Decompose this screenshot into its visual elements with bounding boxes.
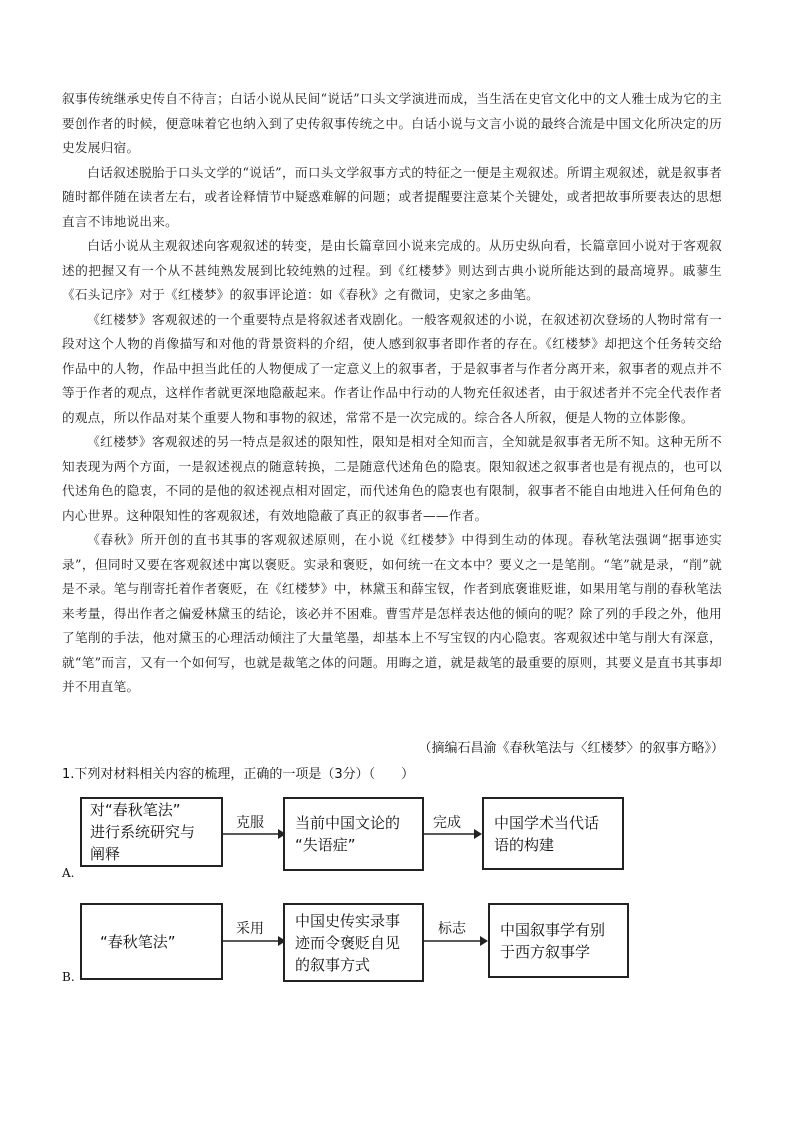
box-line: 的叙事方式 — [295, 955, 371, 974]
source-citation: （摘编石昌渝《春秋笔法与〈红楼梦〉的叙事方略》） — [418, 741, 724, 756]
option-a-arrow-label-1: 克服 — [236, 815, 264, 831]
option-b-box-2 — [283, 903, 424, 982]
box-line: “失语症” — [295, 836, 356, 854]
box-line: 中国叙事学有别 — [500, 920, 606, 939]
box-line: 当前中国文论的 — [295, 814, 401, 832]
question-stem: 1.下列对材料相关内容的梳理，正确的一项是（3分）（ ） — [62, 767, 415, 782]
article-paragraph: 《春秋》所开创的直书其事的客观叙述原则，在小说《红楼梦》中得到生动的体现。春秋笔法强调“据事迹实录”，但同时又要在客观叙述中寓以褒贬。实录和褒贬，如何统一在文本中？要义之一是笔削。“笔”就是录，“削”就是不录。笔与削寄托着作者褒贬，在《红楼梦》中，林黛玉和薛宝钗，作者到底褒谁贬谁，如果用笔与削的春秋笔法来考量，得出作者之偏爱林黛玉的结论，该必并不困难。曹雪芹是怎样表达他的倾向的呢？除了列的手段之外，他用了笔削的手法，他对黛玉的心理活动倾注了大量笔墨，却基本上不写宝钗的内心隐衷。客观叙述中笔与削大有深意，就“笔”而言，又有一个如何写，也就是裁笔之体的问题。用晦之道，就是裁笔的最重要的原则，其要义是直书其事却并不用直笔。 — [62, 532, 722, 694]
option-b-letter: B. — [62, 970, 75, 984]
box-line: 于西方叙事学 — [500, 942, 591, 961]
arrow-head — [480, 936, 488, 946]
box-line: 对“春秋笔法” — [90, 801, 181, 819]
box-line: 中国学术当代话 — [494, 813, 600, 832]
article-paragraph: 叙事传统继承史传自不待言；白话小说从民间“说话”口头文学演进而成，当生活在史官文化中的文人雅士成为它的主要创作者的时候，便意味着它也纳入到了史传叙事传统之中。白话小说与文言小说的最终合流是中国文化所决定的历史发展归宿。 — [62, 91, 722, 155]
article-paragraph: 白话小说从主观叙述向客观叙述的转变，是由长篇章回小说来完成的。从历史纵向看，长篇章回小说对于客观叙述的把握又有一个从不甚纯熟发展到比较纯熟的过程。到《红楼梦》则达到古典小说所能达到的最高境界。戚蓼生《石头记序》对于《红楼梦》的叙事评论道：如《春秋》之有微词，史家之多曲笔。 — [62, 238, 722, 302]
box-line: 迹而令褒贬自见 — [295, 933, 401, 952]
box-line: 阐释 — [90, 845, 121, 863]
box-line: “春秋笔法” — [100, 932, 176, 951]
box-line: 语的构建 — [494, 835, 555, 854]
box-line: 中国史传实录事 — [295, 911, 401, 930]
option-b-box-3 — [488, 903, 629, 978]
option-a-arrow-label-2: 完成 — [433, 815, 461, 831]
article-paragraph: 《红楼梦》客观叙述的另一特点是叙述的限知性，限知是相对全知而言，全知就是叙事者无所不知。这种无所不知表现为两个方面，一是叙述视点的随意转换，二是随意代述角色的隐衷。限知叙述之叙事者也是有视点的，也可以代述角色的隐衷，不同的是他的叙述视点相对固定，而代述角色的隐衷也有限制，叙事者不能自由地进入任何角色的内心世界。这种限知性的客观叙述，有效地隐蔽了真正的叙事者——作者。 — [62, 434, 722, 523]
article-paragraph: 白话叙述脱胎于口头文学的“说话”，而口头文学叙事方式的特征之一便是主观叙述。所谓主观叙述，就是叙事者随时都伴随在读者左右，或者诠释情节中疑惑难解的问题；或者提醒要注意某个关键处，或者把故事所要表达的思想直言不讳地说出来。 — [62, 164, 722, 229]
option-a-letter: A. — [62, 866, 75, 880]
option-b-arrow-label-2: 标志 — [438, 921, 466, 937]
article-paragraph: 《红楼梦》客观叙述的一个重要特点是将叙述者戏剧化。一般客观叙述的小说，在叙述初次登场的人物时常有一段对这个人物的肖像描写和对他的背景资料的介绍，使人感到叙事者即作者的存在。《红楼梦》却把这个任务转交给作品中的人物，作品中担当此任的人物便成了一定意义上的叙事者，于是叙事者与作者分离开来，叙事者的观点并不等于作者的观点，这样作者就更深地隐蔽起来。作者让作品中行动的人物充任叙述者，由于叙述者并不完全代表作者的观点，所以作品对某个重要人物和事物的叙述，常常不是一次完成的。综合各人所叙，便是人物的立体影像。 — [62, 311, 722, 425]
option-b-arrow-label-1: 采用 — [236, 921, 264, 937]
box-line: 进行系统研究与 — [90, 823, 196, 841]
